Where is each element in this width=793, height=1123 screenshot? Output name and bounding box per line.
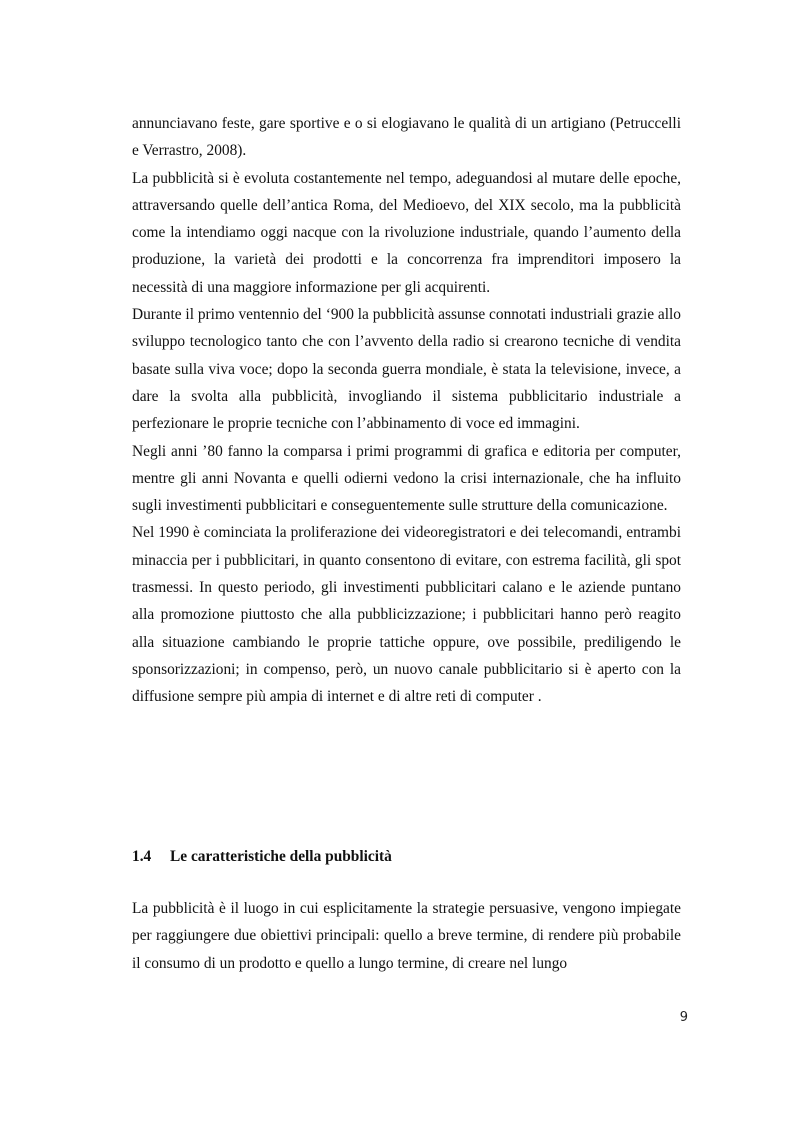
paragraph-1: annunciavano feste, gare sportive e o si elogiavano le qualità di un artigiano (Petruccelli e Verrastro, 2008). bbox=[132, 115, 681, 160]
section-number: 1.4 bbox=[132, 848, 152, 865]
section-paragraph: La pubblicità è il luogo in cui esplicitamente la strategie persuasive, vengono impiegate per raggiungere due obiettivi principali: quello a breve termine, di rendere più probabile il consumo di un prodotto e quello a lungo termine, di creare nel lungo bbox=[132, 900, 681, 972]
paragraph-5: Nel 1990 è cominciata la proliferazione dei videoregistratori e dei telecomandi, entrambi minaccia per i pubblicitari, in quanto consentono di evitare, con estrema facilità, gli spot trasmessi. In questo periodo, gli investimenti pubblicitari calano e le aziende puntano alla promozione piuttosto che alla pubblicizzazione; i pubblicitari hanno però reagito alla situazione cambiando le proprie tattiche oppure, ove possibile, prediligendo le sponsorizzazioni; in compenso, però, un nuovo canale pubblicitario si è aperto con la diffusione sempre più ampia di internet e di altre reti di computer . bbox=[132, 524, 681, 706]
paragraph-3: Durante il primo ventennio del ‘900 la pubblicità assunse connotati industriali grazie allo sviluppo tecnologico tanto che con l’avvento della radio si crearono tecniche di vendita basate sulla viva voce; dopo la seconda guerra mondiale, è stata la televisione, invece, a dare la svolta alla pubblicità, invogliando il sistema pubblicitario industriale a perfezionare le proprie tecniche con l’abbinamento di voce ed immagini. bbox=[132, 306, 681, 433]
section-title: Le caratteristiche della pubblicità bbox=[170, 848, 392, 865]
paragraph-2: La pubblicità si è evoluta costantemente nel tempo, adeguandosi al mutare delle epoche, attraversando quelle dell’antica Roma, del Medioevo, del XIX secolo, ma la pubblicità come la intendiamo oggi nacque con la rivoluzione industriale, quando l’aumento della produzione, la varietà dei prodotti e la concorrenza fra imprenditori imposero la necessità di una maggiore informazione per gli acquirenti. bbox=[132, 169, 681, 296]
body-text bbox=[132, 110, 681, 711]
section-body bbox=[132, 895, 681, 977]
paragraph-4: Negli anni ’80 fanno la comparsa i primi programmi di grafica e editoria per computer, mentre gli anni Novanta e quelli odierni vedono la crisi internazionale, che ha influito sugli investimenti pubblicitari e conseguentemente sulle strutture della comunicazione. bbox=[132, 442, 681, 515]
page-number: 9 bbox=[679, 1010, 688, 1025]
section-heading bbox=[132, 843, 681, 870]
